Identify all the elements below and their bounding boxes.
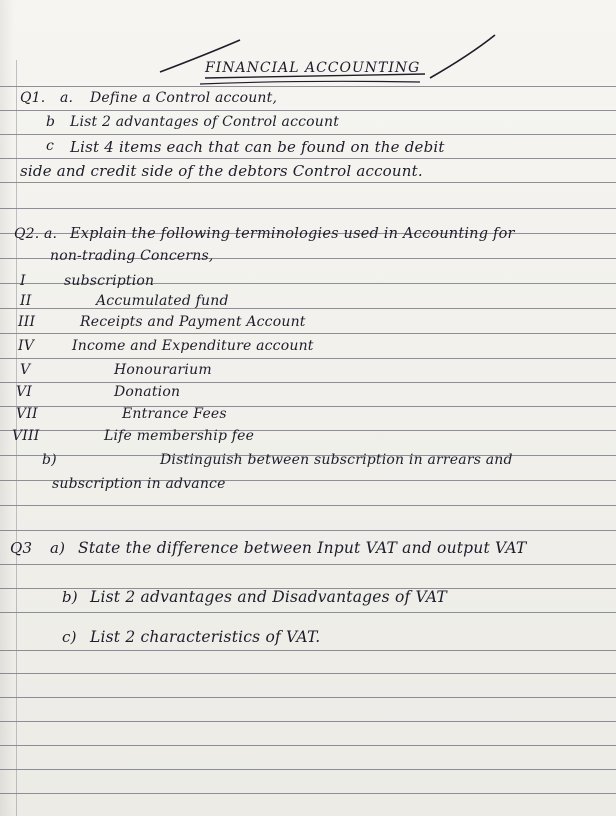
q2-b-marker: b) (42, 452, 57, 468)
q3-b-marker: b) (62, 588, 78, 606)
q2-item-numeral: III (18, 314, 36, 330)
q3-a-marker: a) (50, 539, 66, 557)
q2-a-marker: a. (44, 226, 58, 242)
page-title (205, 57, 425, 83)
q1-c-text: List 4 items each that can be found on the debit (70, 138, 445, 156)
q3-c-text: List 2 characteristics of VAT. (90, 628, 321, 646)
q2-item-numeral: II (20, 293, 32, 309)
q2-item-numeral: I (20, 273, 26, 289)
q2-item-label: Income and Expenditure account (72, 338, 314, 354)
q1-b-text: List 2 advantages of Control account (70, 114, 340, 130)
q2-item-numeral: VII (16, 406, 38, 422)
q1-number: Q1. (20, 90, 46, 106)
q2-b-text-cont: subscription in advance (52, 476, 226, 492)
q1-b-marker: b (46, 114, 56, 130)
q2-item-label: Receipts and Payment Account (80, 314, 306, 330)
q2-item-label: subscription (64, 273, 155, 289)
q2-a-text-cont: non-trading Concerns, (50, 248, 214, 264)
q2-item-numeral: V (20, 362, 31, 378)
q2-number: Q2. (14, 226, 40, 242)
q2-item-label: Accumulated fund (96, 293, 229, 309)
q2-b-text: Distinguish between subscription in arrears and (160, 452, 513, 468)
q2-item-label: Entrance Fees (122, 406, 227, 422)
q3-number: Q3 (10, 539, 33, 557)
q1-c-text-cont: side and credit side of the debtors Control account. (20, 162, 423, 180)
q2-item-numeral: VIII (12, 428, 40, 444)
q3-b-text: List 2 advantages and Disadvantages of VAT (90, 588, 447, 606)
q1-a-marker: a. (60, 90, 74, 106)
q2-a-text: Explain the following terminologies used in Accounting for (70, 226, 515, 242)
q2-item-numeral: IV (18, 338, 35, 354)
q2-item-label: Life membership fee (104, 428, 255, 444)
q1-a-text: Define a Control account, (90, 90, 278, 106)
q2-item-label: Donation (114, 384, 181, 400)
q3-c-marker: c) (62, 628, 77, 646)
q1-c-marker: c (46, 138, 55, 154)
q2-item-label: Honourarium (114, 362, 212, 378)
page-title-text: FINANCIAL ACCOUNTING (205, 60, 421, 76)
q3-a-text: State the difference between Input VAT and output VAT (78, 539, 527, 557)
q2-item-numeral: VI (16, 384, 33, 400)
